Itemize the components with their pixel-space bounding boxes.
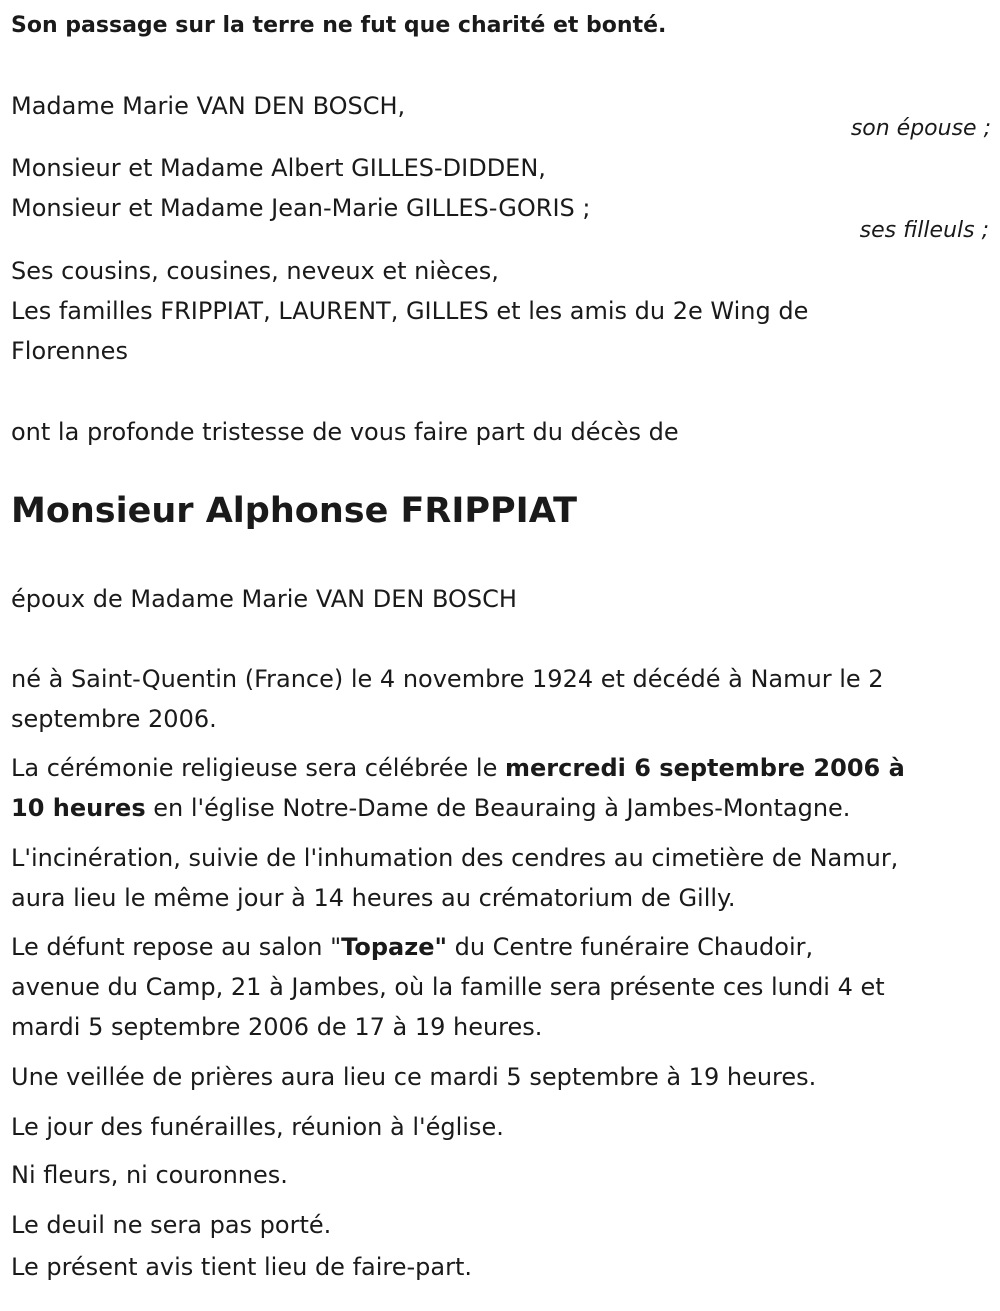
cremation-line-2: aura lieu le même jour à 14 heures au crématorium de Gilly. (11, 884, 736, 912)
godchildren-role: ses filleuls ; (859, 218, 989, 243)
cousins-line: Ses cousins, cousines, neveux et nièces, (11, 257, 499, 285)
ceremony-date: mercredi 6 septembre 2006 à (505, 754, 905, 782)
wife-name: Madame Marie VAN DEN BOSCH, (11, 92, 406, 120)
closing-meeting: Le jour des funérailles, réunion à l'église. (11, 1113, 504, 1141)
wife-role: son épouse ; (850, 116, 991, 141)
ceremony-time: 10 heures (11, 794, 146, 822)
viewing-line-2: avenue du Camp, 21 à Jambes, où la famille sera présente ces lundi 4 et (11, 973, 885, 1001)
viewing-line-3: mardi 5 septembre 2006 de 17 à 19 heures. (11, 1013, 543, 1041)
deceased-name: Monsieur Alphonse FRIPPIAT (11, 491, 577, 531)
motto: Son passage sur la terre ne fut que charité et bonté. (11, 13, 667, 38)
closing-flowers: Ni fleurs, ni couronnes. (11, 1161, 288, 1189)
ceremony-location: en l'église Notre-Dame de Beauraing à Jambes-Montagne. (145, 794, 851, 822)
viewing-center: du Centre funéraire Chaudoir, (446, 933, 814, 961)
closing-mourning: Le deuil ne sera pas porté. (11, 1211, 332, 1239)
spouse-of: époux de Madame Marie VAN DEN BOSCH (11, 585, 517, 613)
ceremony-intro: La cérémonie religieuse sera célébrée le (11, 754, 505, 782)
families-line-1: Les familles FRIPPIAT, LAURENT, GILLES et les amis du 2e Wing de (11, 297, 809, 325)
ceremony-line-1 (11, 748, 905, 788)
closing-vigil: Une veillée de prières aura lieu ce mardi 5 septembre à 19 heures. (11, 1063, 817, 1091)
godchild-2: Monsieur et Madame Jean-Marie GILLES-GORIS ; (11, 194, 591, 222)
birth-death-line-1: né à Saint-Quentin (France) le 4 novembre 1924 et décédé à Namur le 2 (11, 665, 884, 693)
viewing-line-1 (11, 927, 813, 967)
announcement: ont la profonde tristesse de vous faire part du décès de (11, 418, 679, 446)
closing-notice: Le présent avis tient lieu de faire-part. (11, 1253, 473, 1281)
ceremony-line-2 (11, 788, 850, 828)
salon-name: Topaze" (341, 933, 447, 961)
viewing-intro: Le défunt repose au salon " (11, 933, 342, 961)
families-line-2: Florennes (11, 337, 128, 365)
godchild-1: Monsieur et Madame Albert GILLES-DIDDEN, (11, 154, 546, 182)
birth-death-line-2: septembre 2006. (11, 705, 217, 733)
cremation-line-1: L'incinération, suivie de l'inhumation des cendres au cimetière de Namur, (11, 844, 899, 872)
